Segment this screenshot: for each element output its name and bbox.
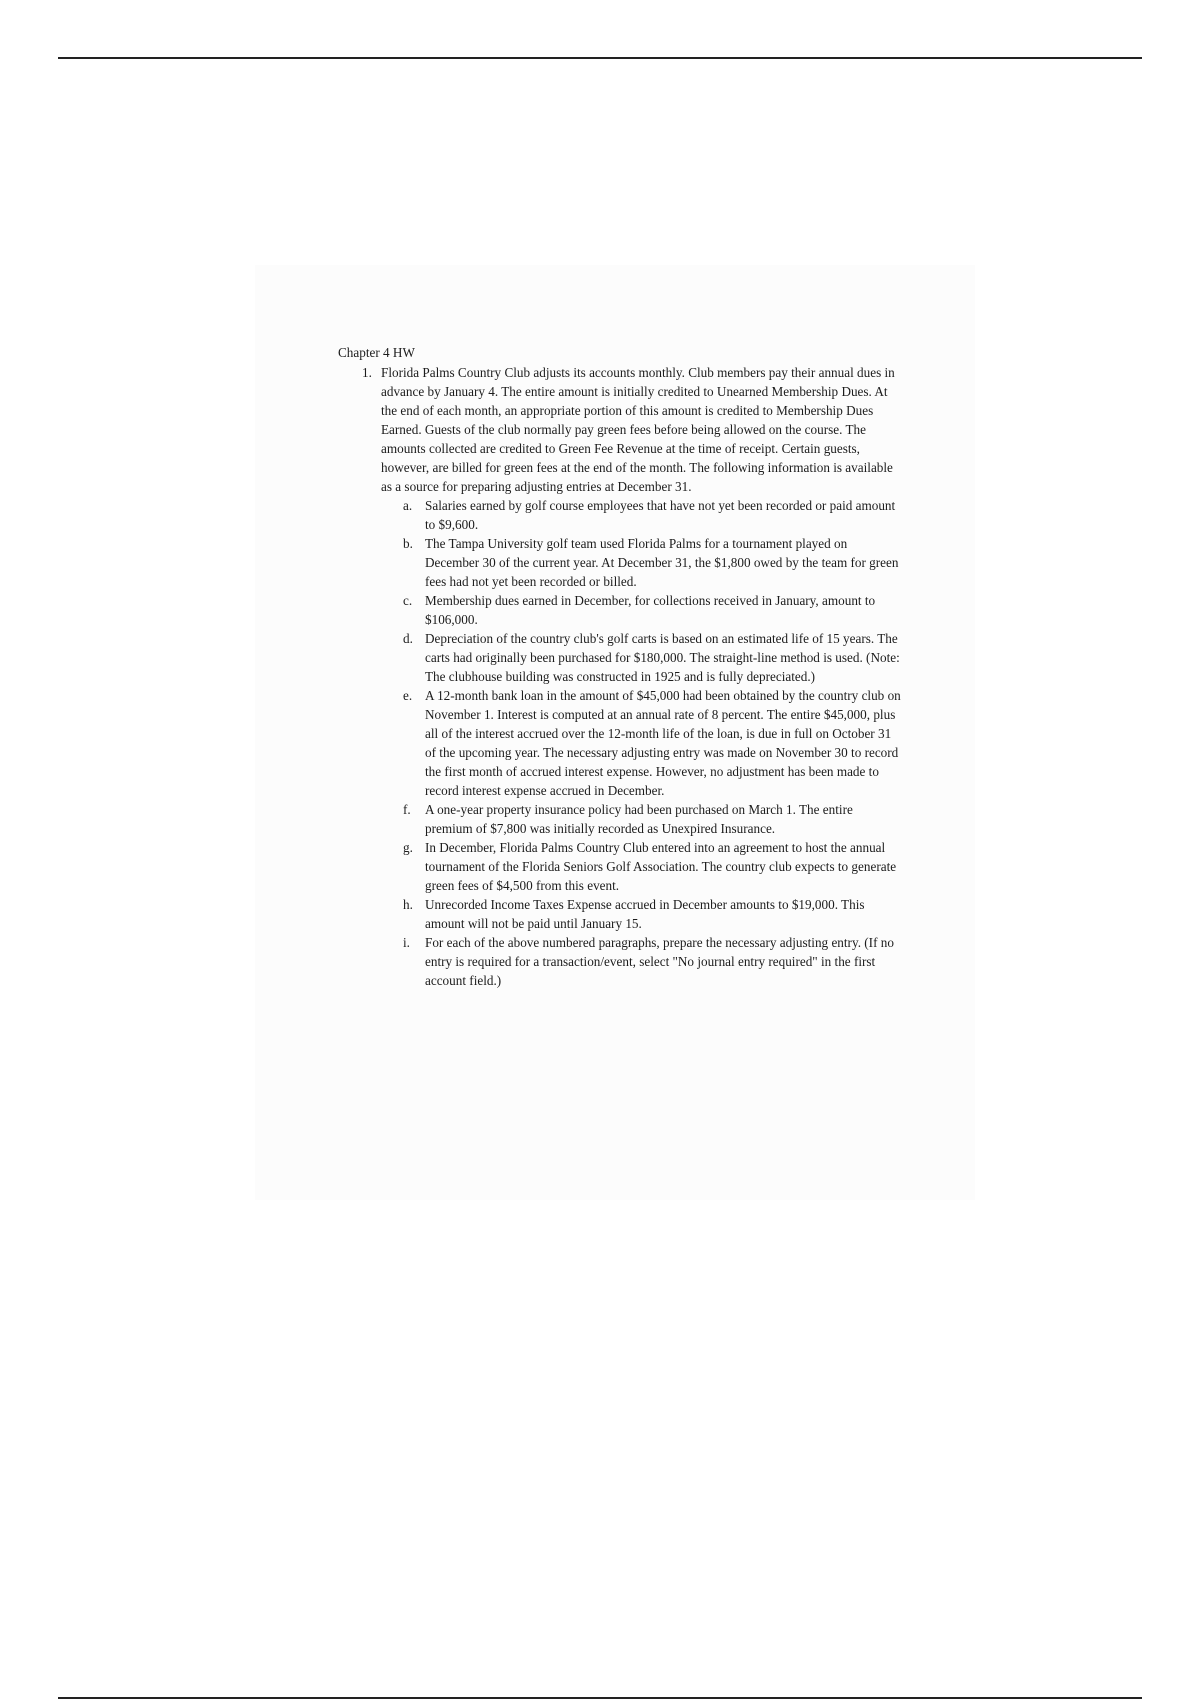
item-text: The Tampa University golf team used Florida Palms for a tournament played on December 30 of the current year. At December 31, the $1,800 owed by the team for green fees had not yet been recorded or billed.: [425, 536, 899, 589]
item-text: Depreciation of the country club's golf carts is based on an estimated life of 15 years. The carts had originally been purchased for $180,000. The straight-line method is used. (Note: The clubhouse building was constructed in 1925 and is fully depreciated.): [425, 631, 900, 684]
list-item: [403, 800, 903, 838]
item-marker: b.: [403, 536, 413, 551]
document-content: [338, 343, 903, 990]
list-item: [403, 629, 903, 686]
list-item: [403, 686, 903, 800]
item-marker: h.: [403, 897, 413, 912]
list-item: [403, 591, 903, 629]
problem-intro: Florida Palms Country Club adjusts its accounts monthly. Club members pay their annual dues in advance by January 4. The entire amount is initially credited to Unearned Membership Dues. At the end of each month, an appropriate portion of this amount is credited to Membership Dues Earned. Guests of the club normally pay green fees before being allowed on the course. The amounts collected are credited to Green Fee Revenue at the time of receipt. Certain guests, however, are billed for green fees at the end of the month. The following information is available as a source for preparing adjusting entries at December 31.: [381, 365, 895, 494]
item-marker: a.: [403, 498, 413, 513]
item-marker: g.: [403, 840, 413, 855]
item-text: Membership dues earned in December, for collections received in January, amount to $106,000.: [425, 593, 876, 627]
problem-number: 1.: [362, 365, 372, 380]
sub-item-list: [381, 496, 903, 990]
item-marker: e.: [403, 688, 413, 703]
list-item: [403, 534, 903, 591]
document-title: Chapter 4 HW: [338, 345, 415, 360]
item-marker: c.: [403, 593, 413, 608]
item-text: Salaries earned by golf course employees that have not yet been recorded or paid amount to $9,600.: [425, 498, 896, 532]
item-text: For each of the above numbered paragraphs, prepare the necessary adjusting entry. (If no entry is required for a transaction/event, select "No journal entry required" in the first account field.): [425, 935, 894, 988]
item-text: In December, Florida Palms Country Club entered into an agreement to host the annual tournament of the Florida Seniors Golf Association. The country club expects to generate green fees of $4,500 from this event.: [425, 840, 897, 893]
problem-body: [381, 363, 903, 990]
bottom-rule: [58, 1697, 1142, 1699]
item-marker: i.: [403, 935, 410, 950]
list-item: [403, 933, 903, 990]
list-item: [403, 895, 903, 933]
item-text: Unrecorded Income Taxes Expense accrued in December amounts to $19,000. This amount will not be paid until January 15.: [425, 897, 865, 931]
item-marker: f.: [403, 802, 411, 817]
list-item: [403, 496, 903, 534]
item-text: A 12-month bank loan in the amount of $45,000 had been obtained by the country club on November 1. Interest is computed at an annual rate of 8 percent. The entire $45,000, plus all of the interest accrued over the 12-month life of the loan, is due in full on October 31 of the upcoming year. The necessary adjusting entry was made on November 30 to record the first month of accrued interest expense. However, no adjustment has been made to record interest expense accrued in December.: [425, 688, 901, 798]
item-text: A one-year property insurance policy had been purchased on March 1. The entire premium of $7,800 was initially recorded as Unexpired Insurance.: [425, 802, 853, 836]
item-marker: d.: [403, 631, 413, 646]
problem-item: [362, 363, 903, 990]
list-item: [403, 838, 903, 895]
top-rule: [58, 57, 1142, 59]
